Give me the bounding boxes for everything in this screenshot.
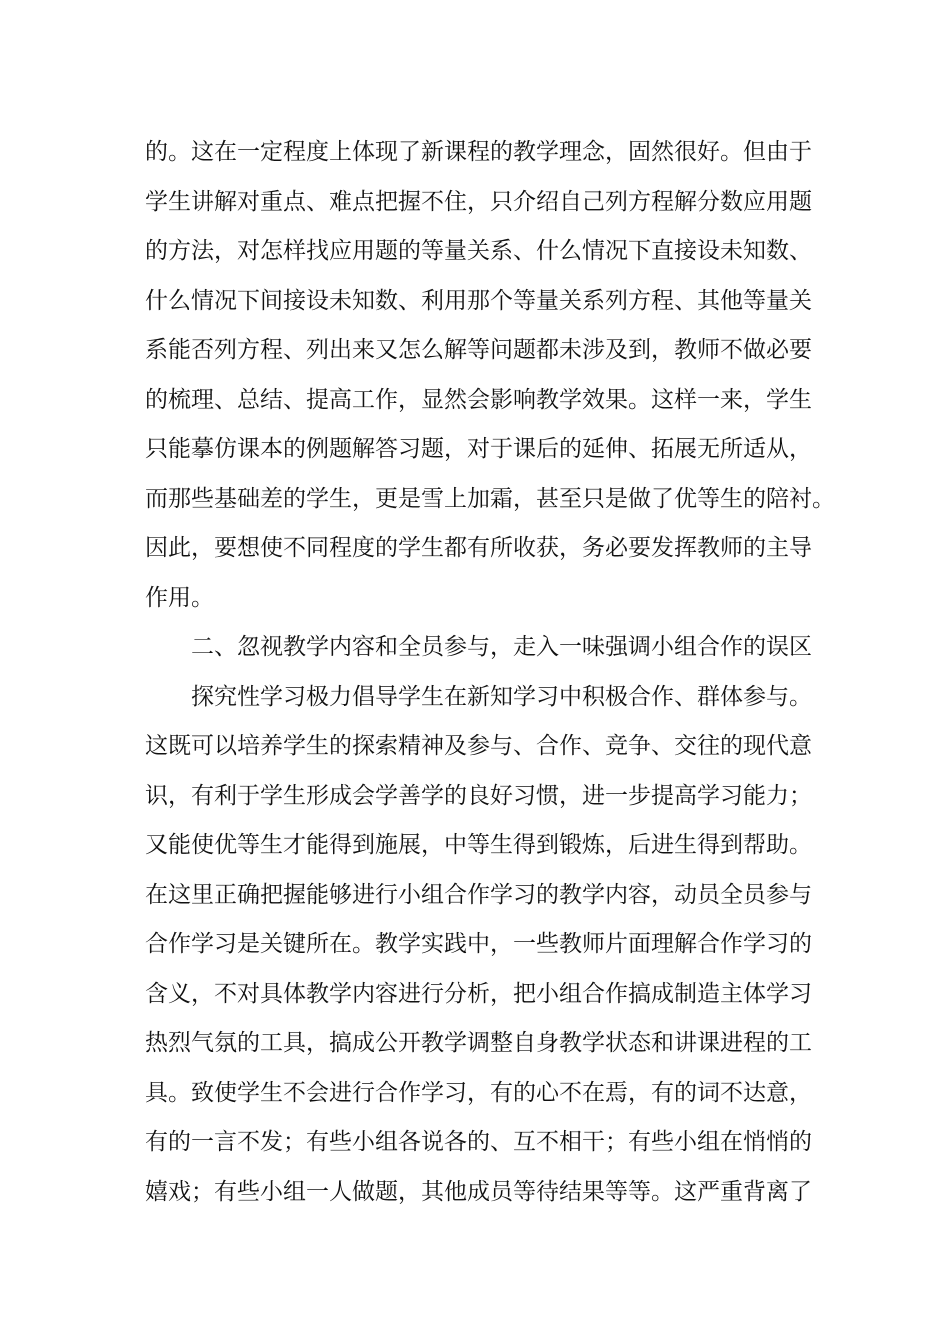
text-line: 因此，要想使不同程度的学生都有所收获，务必要发挥教师的主导	[145, 535, 812, 561]
paragraph-first-line: 探究性学习极力倡导学生在新知学习中积极合作、群体参与。	[191, 683, 812, 710]
text-line: 又能使优等生才能得到施展，中等生得到锻炼，后进生得到帮助。	[145, 832, 812, 858]
text-line: 具。致使学生不会进行合作学习，有的心不在焉，有的词不达意，	[145, 1079, 812, 1106]
text-line: 这既可以培养学生的探索精神及参与、合作、竞争、交往的现代意	[145, 733, 812, 759]
text-line: 作用。	[145, 584, 214, 611]
text-line: 有的一言不发；有些小组各说各的、互不相干；有些小组在悄悄的	[145, 1129, 812, 1155]
text-line: 嬉戏；有些小组一人做题，其他成员等待结果等等。这严重背离了	[145, 1178, 812, 1205]
text-line: 系能否列方程、列出来又怎么解等问题都未涉及到，教师不做必要	[145, 337, 812, 363]
text-line: 的方法，对怎样找应用题的等量关系、什么情况下直接设未知数、	[145, 238, 812, 264]
text-line: 学生讲解对重点、难点把握不住，只介绍自己列方程解分数应用题	[145, 188, 812, 215]
body-text	[145, 128, 835, 1217]
text-line: 含义，不对具体教学内容进行分析，把小组合作搞成制造主体学习	[145, 980, 812, 1007]
text-line: 而那些基础差的学生，更是雪上加霜，甚至只是做了优等生的陪衬。	[145, 485, 835, 512]
text-line: 识，有利于学生形成会学善学的良好习惯，进一步提高学习能力；	[145, 782, 812, 809]
text-line: 的。这在一定程度上体现了新课程的教学理念，固然很好。但由于	[145, 139, 812, 165]
text-line: 只能摹仿课本的例题解答习题，对于课后的延伸、拓展无所适从，	[145, 436, 812, 462]
text-line: 合作学习是关键所在。教学实践中，一些教师片面理解合作学习的	[145, 931, 812, 957]
text-line: 什么情况下间接设未知数、利用那个等量关系列方程、其他等量关	[145, 287, 812, 314]
text-line: 在这里正确把握能够进行小组合作学习的教学内容，动员全员参与	[145, 881, 812, 908]
text-line: 的梳理、总结、提高工作，显然会影响教学效果。这样一来，学生	[145, 386, 812, 413]
text-line: 热烈气氛的工具，搞成公开教学调整自身教学状态和讲课进程的工	[145, 1030, 812, 1056]
section-heading: 二、忽视教学内容和全员参与，走入一味强调小组合作的误区	[191, 634, 812, 660]
